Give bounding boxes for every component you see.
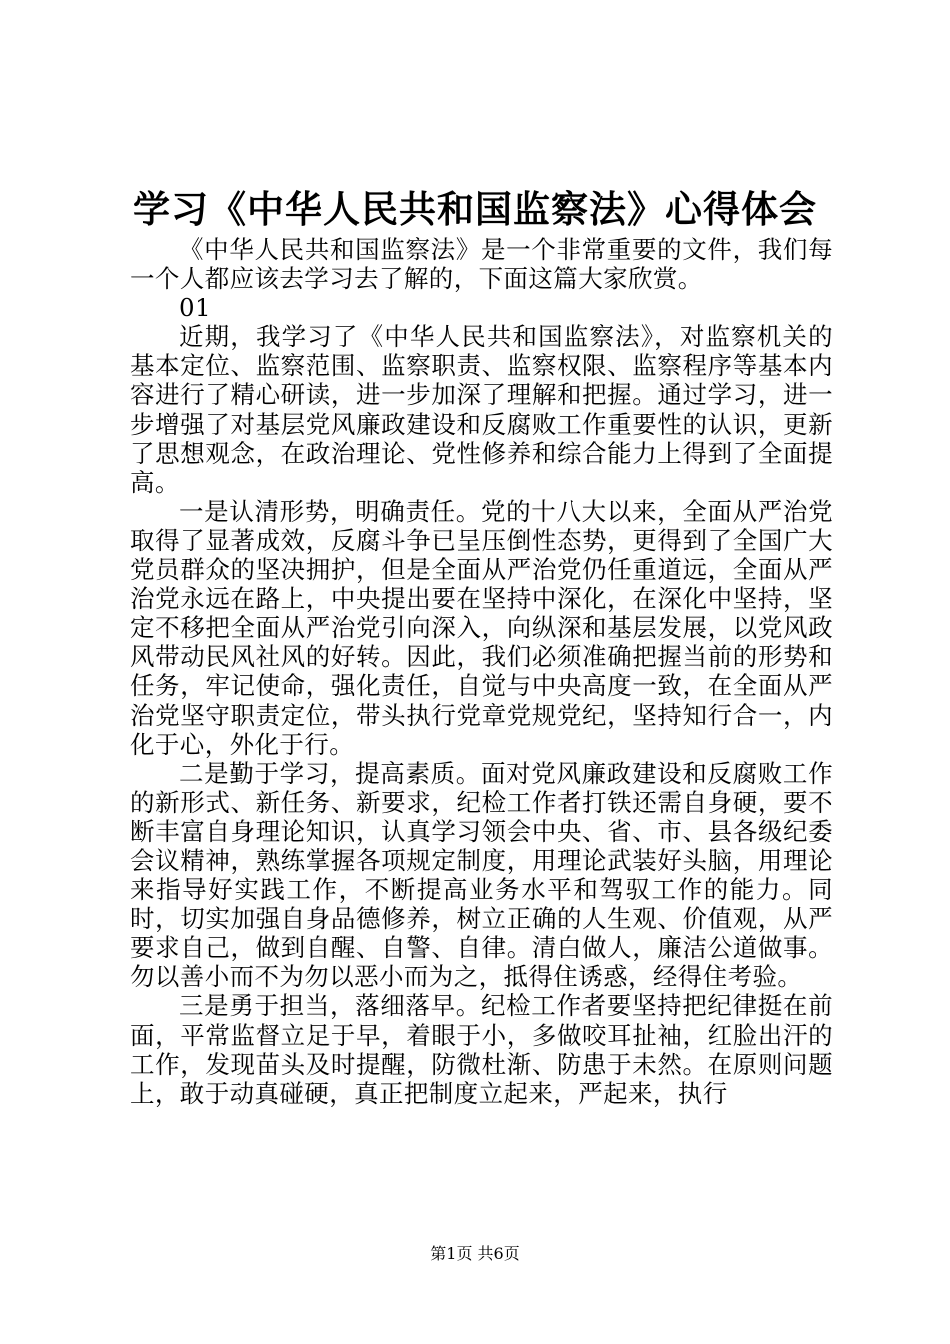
body-paragraph: 二是勤于学习，提高素质。面对党风廉政建设和反腐败工作的新形式、新任务、新要求，纪检工作者打铁还需自身硬，要不断丰富自身理论知识，认真学习领会中央、省、市、县各级纪委会议精神，熟练掌握各项规定制度，用理论武装好头脑，用理论来指导好实践工作，不断提高业务水平和驾驭工作的能力。同时，切实加强自身品德修养，树立正确的人生观、价值观，从严要求自己，做到自醒、自警、自律。清白做人，廉洁公道做事。勿以善小而不为勿以恶小而为之，抵得住诱惑，经得住考验。 [130,758,833,992]
page-footer: 第1页 共6页 [430,1244,520,1263]
document-title: 学习《中华人民共和国监察法》心得体会 [133,187,817,231]
body-paragraph: 近期，我学习了《中华人民共和国监察法》，对监察机关的基本定位、监察范围、监察职责、监察权限、监察程序等基本内容进行了精心研读，进一步加深了理解和把握。通过学习，进一步增强了对基层党风廉政建设和反腐败工作重要性的认识，更新了思想观念，在政治理论、党性修养和综合能力上得到了全面提高。 [130,322,833,497]
section-number: 01 [179,293,211,323]
body-paragraph: 一是认清形势，明确责任。党的十八大以来，全面从严治党取得了显著成效，反腐斗争已呈压倒性态势，更得到了全国广大党员群众的坚决拥护，但是全面从严治党仍任重道远，全面从严治党永远在路上，中央提出要在坚持中深化，在深化中坚持，坚定不移把全面从严治党引向深入，向纵深和基层发展，以党风政风带动民风社风的好转。因此，我们必须准确把握当前的形势和任务，牢记使命，强化责任，自觉与中央高度一致，在全面从严治党坚守职责定位，带头执行党章党规党纪，坚持知行合一，内化于心，外化于行。 [130,496,833,759]
document-body [130,235,833,1108]
intro-paragraph: 《中华人民共和国监察法》是一个非常重要的文件，我们每一个人都应该去学习去了解的，下面这篇大家欣赏。 [130,235,833,294]
body-paragraph: 三是勇于担当，落细落早。纪检工作者要坚持把纪律挺在前面，平常监督立足于早，着眼于小，多做咬耳扯袖，红脸出汗的工作，发现苗头及时提醒，防微杜渐、防患于未然。在原则问题上，敢于动真碰硬，真正把制度立起来，严起来，执行 [130,991,833,1108]
